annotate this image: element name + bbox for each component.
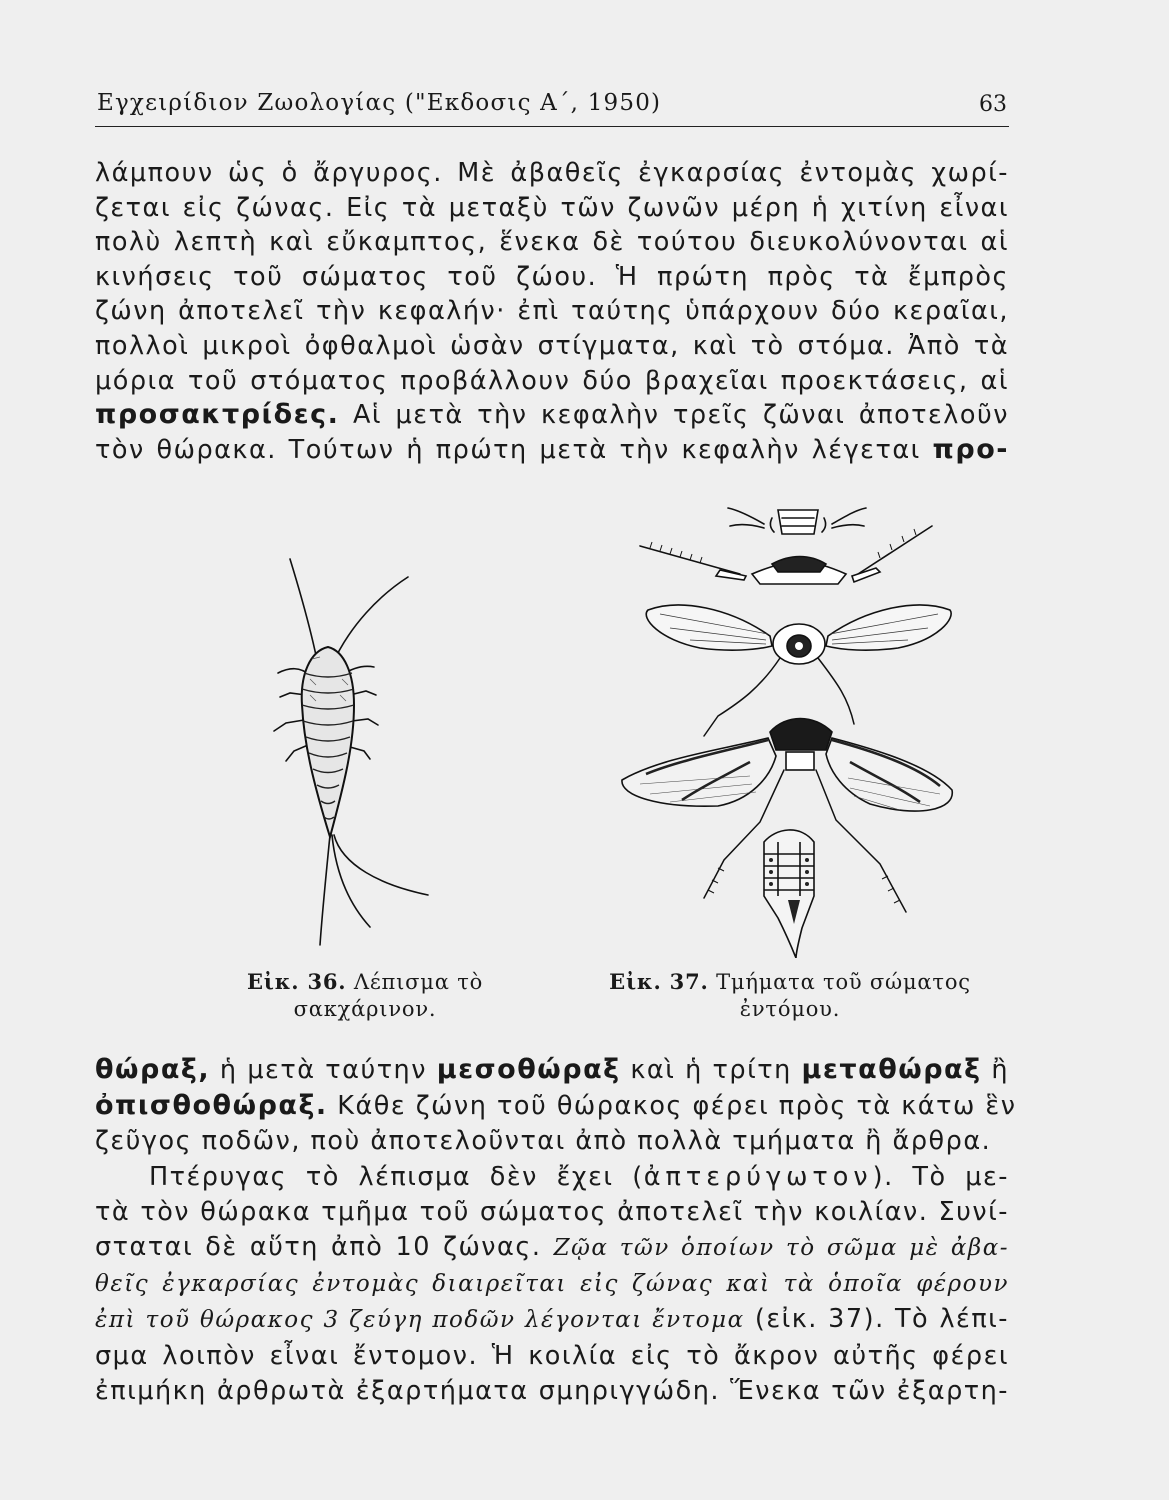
text-line: κινήσεις τοῦ σώματος τοῦ ζώου. Ἡ πρώτη πρὸς τὰ ἔμπρὸς [95,261,1009,292]
text-line: ἐπιμήκη ἀρθρωτὰ ἐξαρτήματα σμηριγγώδη. Ἕνεκα τῶν ἐξαρτη- [95,1375,1009,1406]
silverfish-illustration [250,555,450,955]
term-prosaktrides: προσακτρίδες. [95,399,340,431]
text-line: ζεῦγος ποδῶν, ποὺ ἀποτελοῦνται ἀπὸ πολλὰ τμήματα ἢ ἄρθρα. [95,1126,992,1157]
figure-number: Εἰκ. 37. [609,969,709,994]
text-line: ζώνη ἀποτελεῖ τὴν κεφαλήν· ἐπὶ ταύτης ὑπάρχουν δύο κεραῖαι, [95,296,1009,327]
text-line: λάμπουν ὡς ὁ ἄργυρος. Μὲ ἀβαθεῖς ἐγκαρσίας ἐντομὰς χωρί- [95,158,1009,188]
bottom-paragraph [95,1052,1017,1409]
text-line: ἐπὶ τοῦ θώρακος 3 ζεύγη ποδῶν λέγονται ἔντομα (εἰκ. 37). Τὸ λέπι- [95,1304,1009,1335]
insect-segments-illustration [600,488,960,958]
text-line: Πτέρυγας τὸ λέπισμα δὲν ἔχει (ἀπτερύγωτον). Τὸ με- [149,1161,1010,1192]
text-line: τὰ τὸν θώρακα τμῆμα τοῦ σώματος ἀποτελεῖ τὴν κοιλίαν. Συνί- [95,1196,1009,1227]
text-line: σμα λοιπὸν εἶναι ἔντομον. Ἡ κοιλία εἰς τὸ ἄκρον αὐτῆς φέρει [95,1340,1009,1371]
text-line: πολλοὶ μικροὶ ὀφθαλμοὶ ὡσὰν στίγματα, καὶ τὸ στόμα. Ἀπὸ τὰ [95,330,1009,361]
text-line: πολὺ λεπτὴ καὶ εὔκαμπτος, ἕνεκα δὲ τούτου διευκολύνονται αἱ [95,227,1009,258]
text-line: ζεται εἰς ζώνας. Εἰς τὰ μεταξὺ τῶν ζωνῶν μέρη ἡ χιτίνη εἶναι [95,192,1009,223]
text-line: ὀπισθοθώραξ. Κάθε ζώνη τοῦ θώρακος φέρει πρὸς τὰ κάτω ἓν [95,1090,1017,1122]
running-header [95,86,1009,127]
text-line: θεῖς ἐγκαρσίας ἐντομὰς διαιρεῖται εἰς ζώνας καὶ τὰ ὁποῖα φέρουν [95,1271,1009,1298]
figure-number: Εἰκ. 36. [246,969,347,994]
page-number: 63 [979,92,1007,117]
text-line: μόρια τοῦ στόματος προβάλλουν δύο βραχεῖαι προεκτάσεις, αἱ [95,365,1009,396]
text-line: σταται δὲ αὕτη ἀπὸ 10 ζώνας. Ζῷα τῶν ὁποίων τὸ σῶμα μὲ ἀβα- [95,1232,1009,1263]
text-line: προσακτρίδες. Αἱ μετὰ τὴν κεφαλὴν τρεῖς ζῶναι ἀποτελοῦν [95,399,1009,431]
top-paragraph [95,156,1009,467]
text-line: τὸν θώρακα. Τούτων ἡ πρώτη μετὰ τὴν κεφαλὴν λέγεται προ- [95,433,1009,465]
term-pro: προ- [932,433,1009,465]
text-line: θώραξ, ἡ μετὰ ταύτην μεσοθώραξ καὶ ἡ τρίτη μεταθώραξ ἢ [95,1054,1009,1085]
figure-36-caption: Εἰκ. 36. Λέπισμα τὸ σακχάρινον. [246,969,484,1021]
book-title: Εγχειρίδιον Ζωολογίας ("Εκδοσις Α΄, 1950) [97,90,662,116]
figure-37-caption: Εἰκ. 37. Τμήματα τοῦ σώματος ἐντόμου. [609,969,971,1021]
